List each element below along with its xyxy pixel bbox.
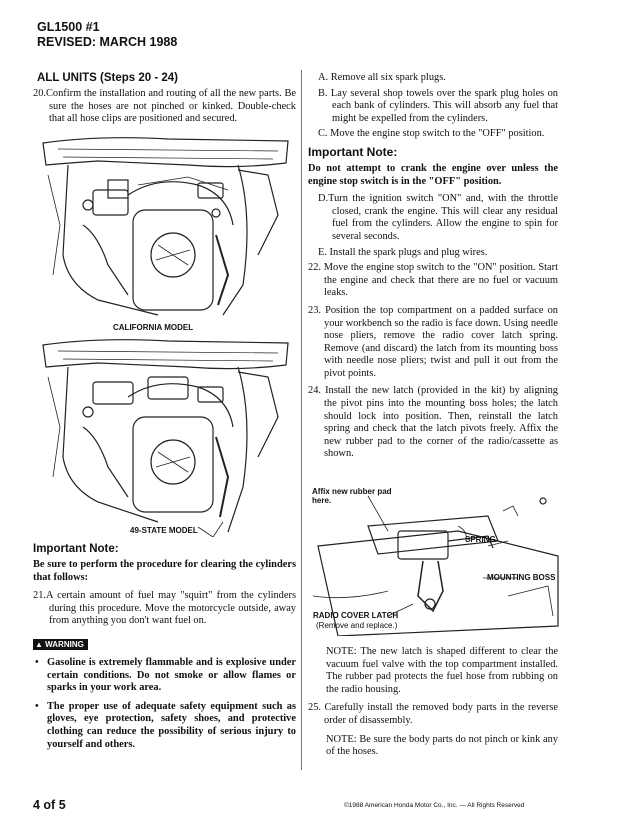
warning-badge [33,634,296,652]
spring-label: SPRING [465,535,496,544]
important-note-text-right: Do not attempt to crank the engine over unless the engine stop switch is in the "OFF" position. [308,162,558,187]
step-21: 21.A certain amount of fuel may "squirt" from the cylinders during this procedure. Move the motorcycle outside, away from anything you don't want fuel on. [33,590,296,627]
important-note-text-left: Be sure to perform the procedure for clearing the cylinders that follows: [33,559,296,583]
radio-cover-latch-label: RADIO COVER LATCH [313,611,399,620]
warning-label: WARNING [45,639,84,649]
step-25: 25. Carefully install the removed body parts in the reverse order of disassembly. [308,702,558,726]
warning-bullet-1: • Gasoline is extremely flammable and is explosive under certain conditions. Do not smoke or allow flames or sparks in your work area. [33,657,296,695]
warning-icon: ▲ [35,639,43,649]
header-revised: REVISED: MARCH 1988 [37,35,178,49]
step-d: D.Turn the ignition switch "ON" and, with the throttle closed, crank the engine. This will clear any residual fuel from the cylinders. Allow the engine to spin for several seconds. [318,193,558,242]
step-e: E. Install the spark plugs and plug wires. [318,246,488,258]
left-column [33,72,296,126]
copyright: ©1988 American Honda Motor Co., Inc. — All Rights Reserved [344,802,525,809]
right-column-lower [308,646,558,759]
important-note-title-left: Important Note: [33,543,119,555]
column-divider [301,70,302,770]
header-model: GL1500 #1 [37,20,100,34]
document-header [37,20,177,50]
49-state-model-diagram [38,337,296,537]
step-22: 22. Move the engine stop switch to the "ON" position. Start the engine and check that there are no fuel or vacuum leaks. [308,262,558,299]
section-title: ALL UNITS (Steps 20 - 24) [37,72,179,84]
left-column-lower [33,543,296,751]
page-number: 4 of 5 [33,798,66,812]
step-24: 24. Install the new latch (provided in the kit) by aligning the pivot pins into the mounting boss holes; the latch should lock into position. Then, reinstall the latch spring and check that the latch pivots freely. Affix the new rubber pad to the corner of the radio/cassette as shown. [308,385,558,460]
right-column [308,72,558,461]
california-model-caption: CALIFORNIA MODEL [113,323,194,332]
step-a: A. Remove all six spark plugs. [318,72,446,83]
49-state-model-caption: 49-STATE MODEL [130,526,198,535]
warning-bullet-2: • The proper use of adequate safety equipment such as gloves, eye protection, safety shoes, and protective clothing can reduce the possibility of serious injury to yourself and others. [33,701,296,751]
california-model-diagram [38,135,296,325]
important-note-title-right: Important Note: [308,144,398,159]
step-20: 20.Confirm the installation and routing of all the new parts. Be sure the hoses are not pinched or kinked. Double-check that all hose clips are positioned and secured. [33,88,296,125]
mounting-boss-label: MOUNTING BOSS [487,573,556,582]
note-body-parts: NOTE: Be sure the body parts do not pinch or kink any of the hoses. [326,733,558,758]
remove-replace-label: (Remove and replace.) [316,621,398,630]
step-23: 23. Position the top compartment on a padded surface on your workbench so the radio is face down. Using needle nose pliers, remove the radio cover latch spring. Remove (and discard) the latch from its mounting boss with needle nose pliers; twist and pull it out from the pivot points. [308,304,558,379]
affix-pad-label: Affix new rubber pad here. [312,487,392,505]
step-c: C. Move the engine stop switch to the "OFF" position. [318,128,545,140]
step-b: B. Lay several shop towels over the spark plug holes on each bank of cylinders. This will absorb any fuel that might be expelled from the cylinders. [318,87,558,124]
note-latch: NOTE: The new latch is shaped different to clear the vacuum fuel valve with the top compartment installed. The rubber pad protects the fuel hose from rubbing on the radio housing. [326,646,558,695]
